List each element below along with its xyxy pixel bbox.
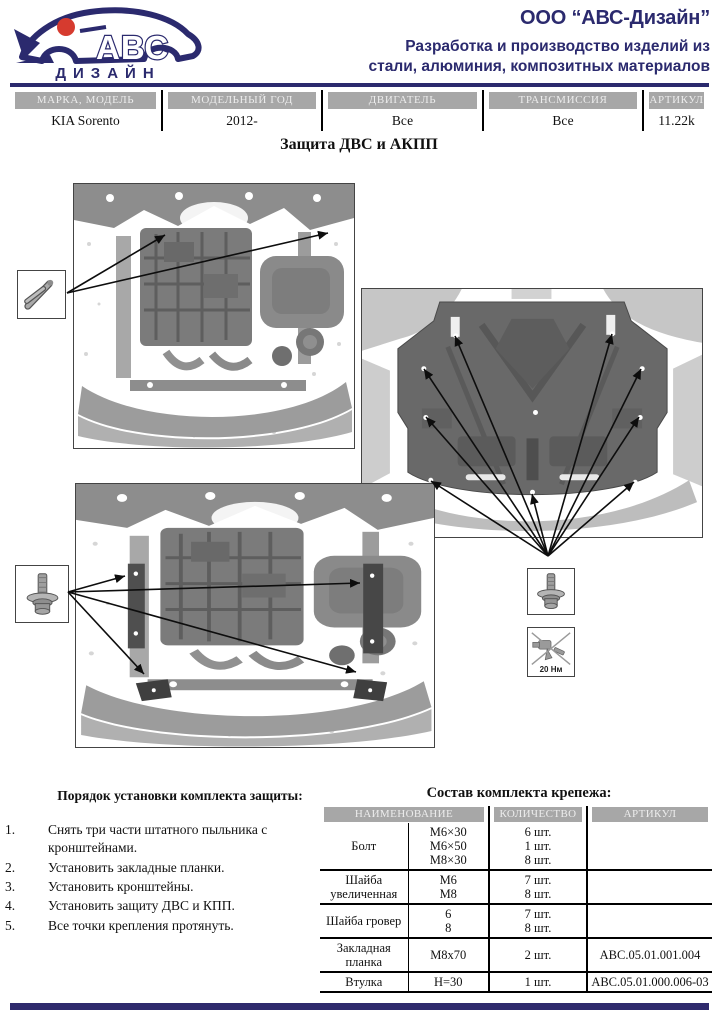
figure-torque-limit-box xyxy=(527,627,575,677)
step-text: Все точки крепления протянуть. xyxy=(48,917,234,933)
hardware-size: М8х70 xyxy=(408,938,489,972)
hardware-size: М6 xyxy=(439,873,457,887)
hardware-col-header: АРТИКУЛ xyxy=(592,807,708,822)
hardware-name: Шайба увеличенная xyxy=(320,870,408,904)
vehicle-engine-value: Все xyxy=(322,110,483,131)
hardware-qty: 8 шт. xyxy=(524,887,552,901)
instruction-step xyxy=(5,859,337,877)
step-text: Установить закладные планки. xyxy=(48,859,225,875)
hardware-name: Шайба гровер xyxy=(320,904,408,938)
hardware-qty: 1 шт. xyxy=(489,972,587,992)
hardware-qty: 2 шт. xyxy=(489,938,587,972)
vehicle-col-header: МОДЕЛЬНЫЙ ГОД xyxy=(168,92,316,109)
page-title: Защита ДВС и АКПП xyxy=(280,136,438,153)
step-text: Установить кронштейны. xyxy=(48,879,194,895)
hardware-qty: 8 шт. xyxy=(524,853,552,867)
hardware-size: М8×30 xyxy=(429,853,467,867)
hardware-size: М8 xyxy=(439,887,457,901)
figure-engine-bay-stock xyxy=(73,183,355,449)
hardware-size: 6 xyxy=(445,907,452,921)
instructions-title: Порядок установки комплекта защиты: xyxy=(57,788,303,803)
vehicle-col-header: МАРКА, МОДЕЛЬ xyxy=(15,92,156,109)
hardware-qty: 6 шт. xyxy=(524,825,552,839)
hardware-col-header: КОЛИЧЕСТВО xyxy=(494,807,582,822)
figure-bolt-box-right xyxy=(527,568,575,615)
hardware-name: Болт xyxy=(351,839,377,853)
step-text: Снять три части штатного пыльника с кронштейнами. xyxy=(48,822,268,856)
company-header xyxy=(369,7,710,77)
vehicle-transmission-value: Все xyxy=(483,110,643,131)
instruction-step xyxy=(5,917,337,935)
logo-red-dot xyxy=(57,18,75,36)
hardware-size: М6×30 xyxy=(429,825,467,839)
vehicle-year-value: 2012- xyxy=(162,110,322,131)
figure-clip-box xyxy=(17,270,66,319)
bolt-icon xyxy=(16,566,68,622)
step-number: 3. xyxy=(5,879,16,895)
vehicle-col-header: АРТИКУЛ xyxy=(649,92,704,109)
hardware-name: Закладная планка xyxy=(320,938,408,972)
vehicle-table xyxy=(10,90,709,131)
abc-car-logo xyxy=(10,3,206,81)
hardware-kit-title: Состав комплекта крепежа: xyxy=(426,785,612,801)
figure-bolt-box-left xyxy=(15,565,69,623)
vehicle-article-value: 11.22k xyxy=(643,110,709,131)
instructions-list xyxy=(5,821,337,936)
instruction-step xyxy=(5,878,337,896)
step-number: 1. xyxy=(5,822,16,837)
engine-bay-photo xyxy=(74,184,354,448)
company-tagline-line1: Разработка и производство изделий из xyxy=(405,38,710,55)
hardware-col-header: НАИМЕНОВАНИЕ xyxy=(324,807,484,822)
hardware-size: М6×50 xyxy=(429,839,467,853)
hardware-article xyxy=(587,870,712,904)
logo-brand-text: АВС xyxy=(96,29,170,66)
hardware-article xyxy=(587,904,712,938)
hardware-qty: 7 шт. xyxy=(524,873,552,887)
engine-bay-brackets-photo xyxy=(76,484,434,747)
hardware-article: АВС.05.01.001.004 xyxy=(587,938,712,972)
clip-icon xyxy=(18,271,65,318)
hardware-name: Втулка xyxy=(320,972,408,992)
figure-engine-bay-brackets xyxy=(75,483,435,748)
step-number: 5. xyxy=(5,917,16,933)
vehicle-col-header: ТРАНСМИССИЯ xyxy=(489,92,637,109)
hardware-qty: 1 шт. xyxy=(524,839,552,853)
instruction-step xyxy=(5,821,337,858)
torque-value-label: 20 Нм xyxy=(539,665,563,674)
vehicle-model-value: KIA Sorento xyxy=(51,112,120,128)
hardware-article: АВС.05.01.000.006-03 xyxy=(587,972,712,992)
hardware-size: Н=30 xyxy=(408,972,489,992)
vehicle-col-header: ДВИГАТЕЛЬ xyxy=(328,92,477,109)
header-divider xyxy=(10,83,709,87)
bolt-icon xyxy=(528,569,574,614)
hardware-kit-table xyxy=(320,806,712,993)
step-number: 2. xyxy=(5,859,16,875)
step-number: 4. xyxy=(5,898,16,914)
logo-subbrand-text: ДИЗАЙН xyxy=(55,65,161,81)
hardware-qty: 7 шт. xyxy=(524,907,552,921)
hardware-size: 8 xyxy=(445,921,452,935)
step-text: Установить защиту ДВС и КПП. xyxy=(48,898,235,914)
instruction-step xyxy=(5,897,337,915)
company-name: ООО “АВС-Дизайн” xyxy=(520,7,710,29)
hardware-article xyxy=(587,823,712,870)
company-tagline-line2: стали, алюминия, композитных материалов xyxy=(368,58,710,76)
footer-bar xyxy=(10,1003,709,1010)
hardware-qty: 8 шт. xyxy=(524,921,552,935)
